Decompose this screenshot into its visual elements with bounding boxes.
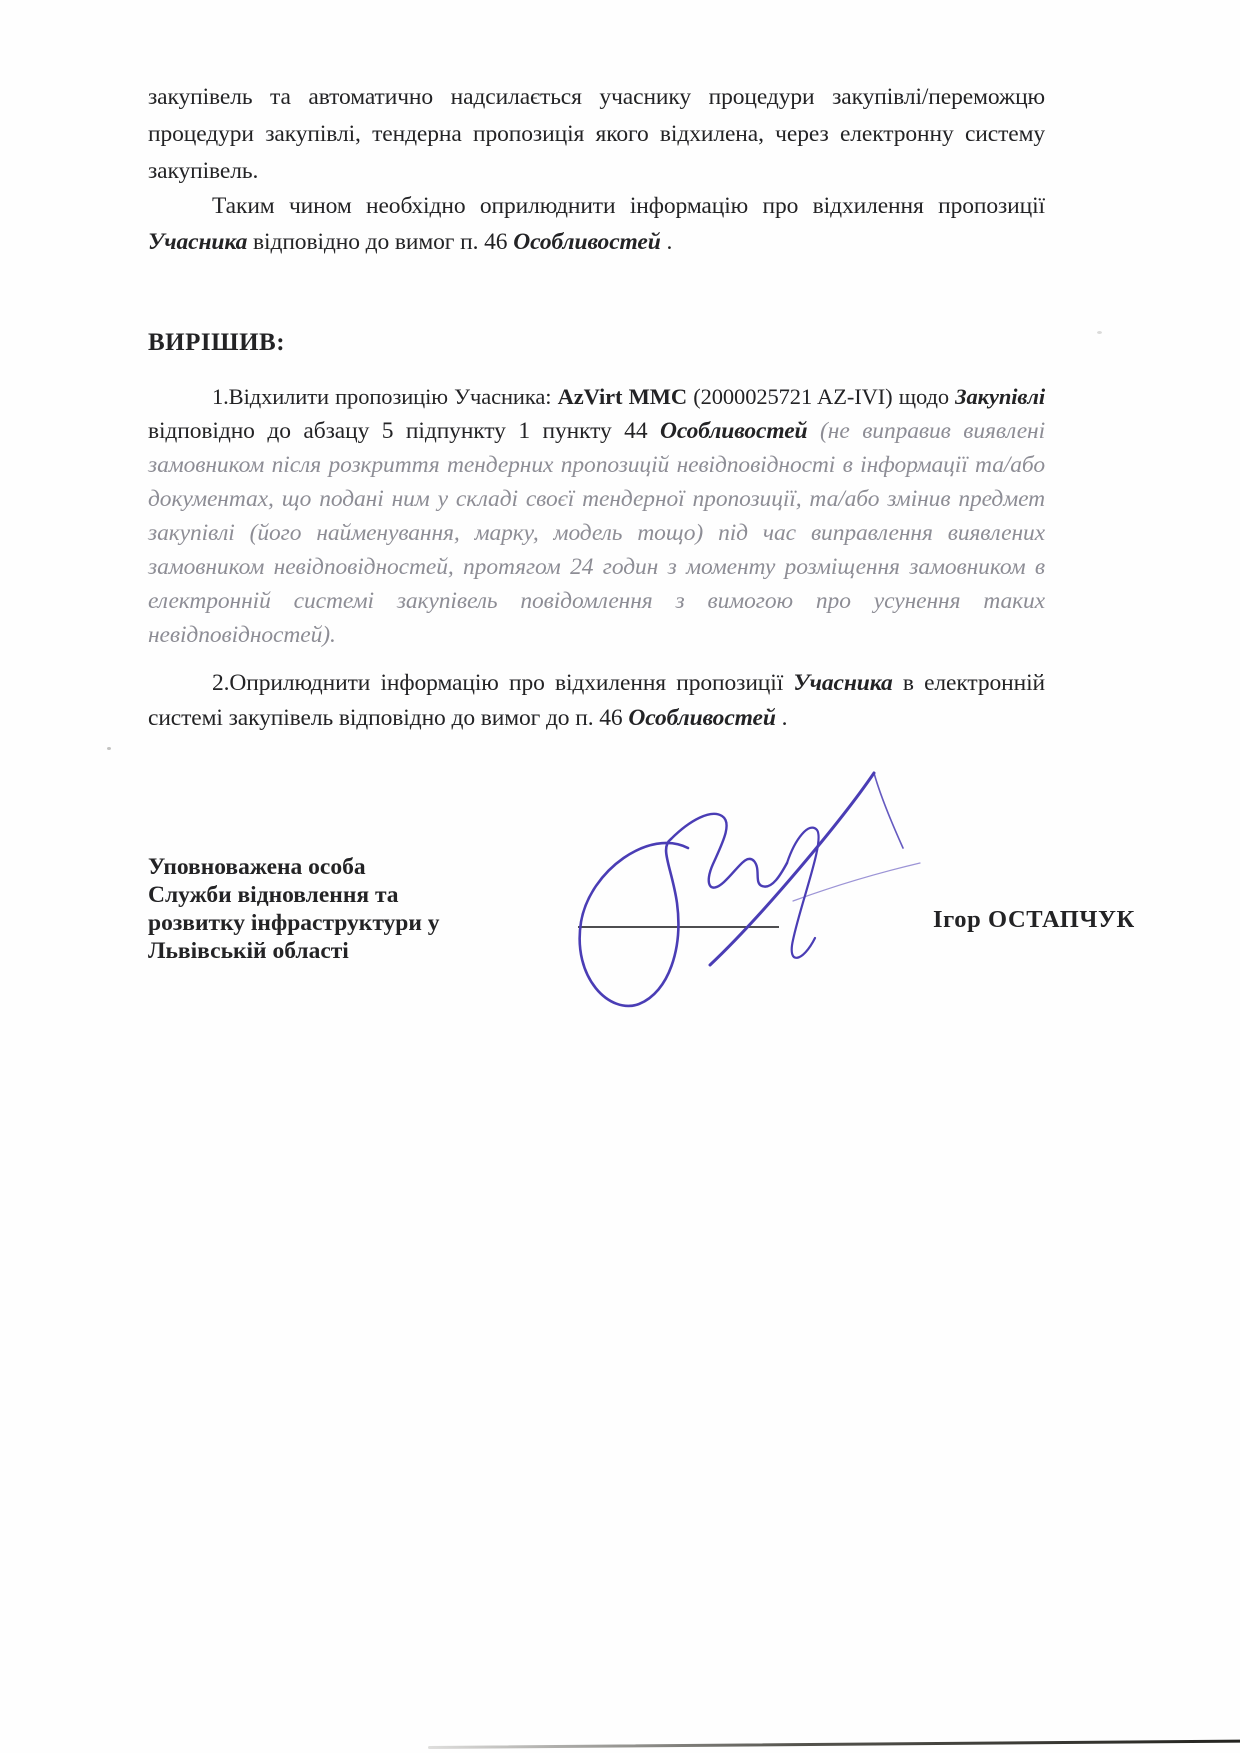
- handwritten-signature-icon: [550, 752, 930, 1014]
- paragraph-1-line-1: закупівель та автоматично надсилається учаснику процедури закупівлі/переможцю: [148, 84, 1045, 110]
- decision-item-2-line-1: [148, 667, 1045, 701]
- text-run: .: [775, 705, 788, 731]
- signer-role-line-1: Уповноважена особа: [148, 854, 366, 880]
- company-id: (2000025721 AZ-IVI) щодо: [687, 384, 956, 409]
- decision-item-1-line-5: закупівлі (його найменування, марку, модель тощо) під час виправлення виявлених: [148, 520, 1045, 546]
- decision-item-2-line-2: [148, 702, 1045, 736]
- paragraph-1-line-2: процедури закупівлі, тендерна пропозиція якого відхилена, через електронну систему: [148, 121, 1045, 147]
- participant-term: Учасника: [148, 229, 248, 255]
- text-run: 2.Оприлюднити інформацію про відхилення пропозиції: [212, 670, 794, 696]
- decision-item-1-line-6: замовником невідповідностей, протягом 24 годин з моменту розміщення замовником в: [148, 554, 1045, 580]
- text-run: системі закупівель відповідно до вимог до п. 46: [148, 705, 629, 731]
- paragraph-2-line-2: [148, 226, 1045, 260]
- signer-role-line-4: Львівській області: [148, 938, 349, 964]
- decision-item-1-line-8: невідповідностей).: [148, 622, 336, 648]
- decision-item-1-line-7: електронній системі закупівель повідомлення з вимогою про усунення таких: [148, 588, 1045, 614]
- scan-speck: [107, 747, 111, 750]
- scan-speck: [1097, 331, 1102, 334]
- text-run: відповідно до вимог п. 46: [247, 229, 514, 255]
- quote-run: (не виправив виявлені: [807, 418, 1046, 444]
- decision-item-1-line-4: документах, що подані ним у складі своєї тендерної пропозиції, та/або змінив предмет: [148, 486, 1045, 512]
- decision-item-1-line-1: [148, 381, 1045, 415]
- text-run: відповідно до абзацу 5 підпункту 1 пункту 44: [148, 418, 661, 444]
- text-run: .: [660, 229, 673, 255]
- osoblyvostei-term: Особливостей: [628, 705, 776, 731]
- decision-item-1-line-2: [148, 415, 1045, 449]
- decision-item-1-line-3: замовником після розкриття тендерних пропозицій невідповідності в інформації та/або: [148, 452, 1045, 478]
- signer-name: Ігор ОСТАПЧУК: [933, 906, 1135, 933]
- text-run: 1.Відхилити пропозицію Учасника:: [212, 384, 558, 409]
- zakupivli-term: Закупівлі: [955, 384, 1045, 409]
- participant-term: Учасника: [793, 670, 893, 696]
- paragraph-1-line-3: закупівель.: [148, 158, 259, 184]
- osoblyvostei-term: Особливостей: [513, 229, 661, 255]
- company-name: AzVirt MMC: [557, 384, 687, 409]
- paragraph-2-line-1: Таким чином необхідно оприлюднити інформацію про відхилення пропозиції: [212, 193, 1045, 219]
- signer-role-line-2: Служби відновлення та: [148, 882, 399, 908]
- text-run: в електронній: [892, 670, 1045, 696]
- signer-role-line-3: розвитку інфраструктури у: [148, 910, 440, 936]
- osoblyvostei-term: Особливостей: [660, 418, 808, 444]
- decision-heading: ВИРІШИВ:: [148, 329, 286, 356]
